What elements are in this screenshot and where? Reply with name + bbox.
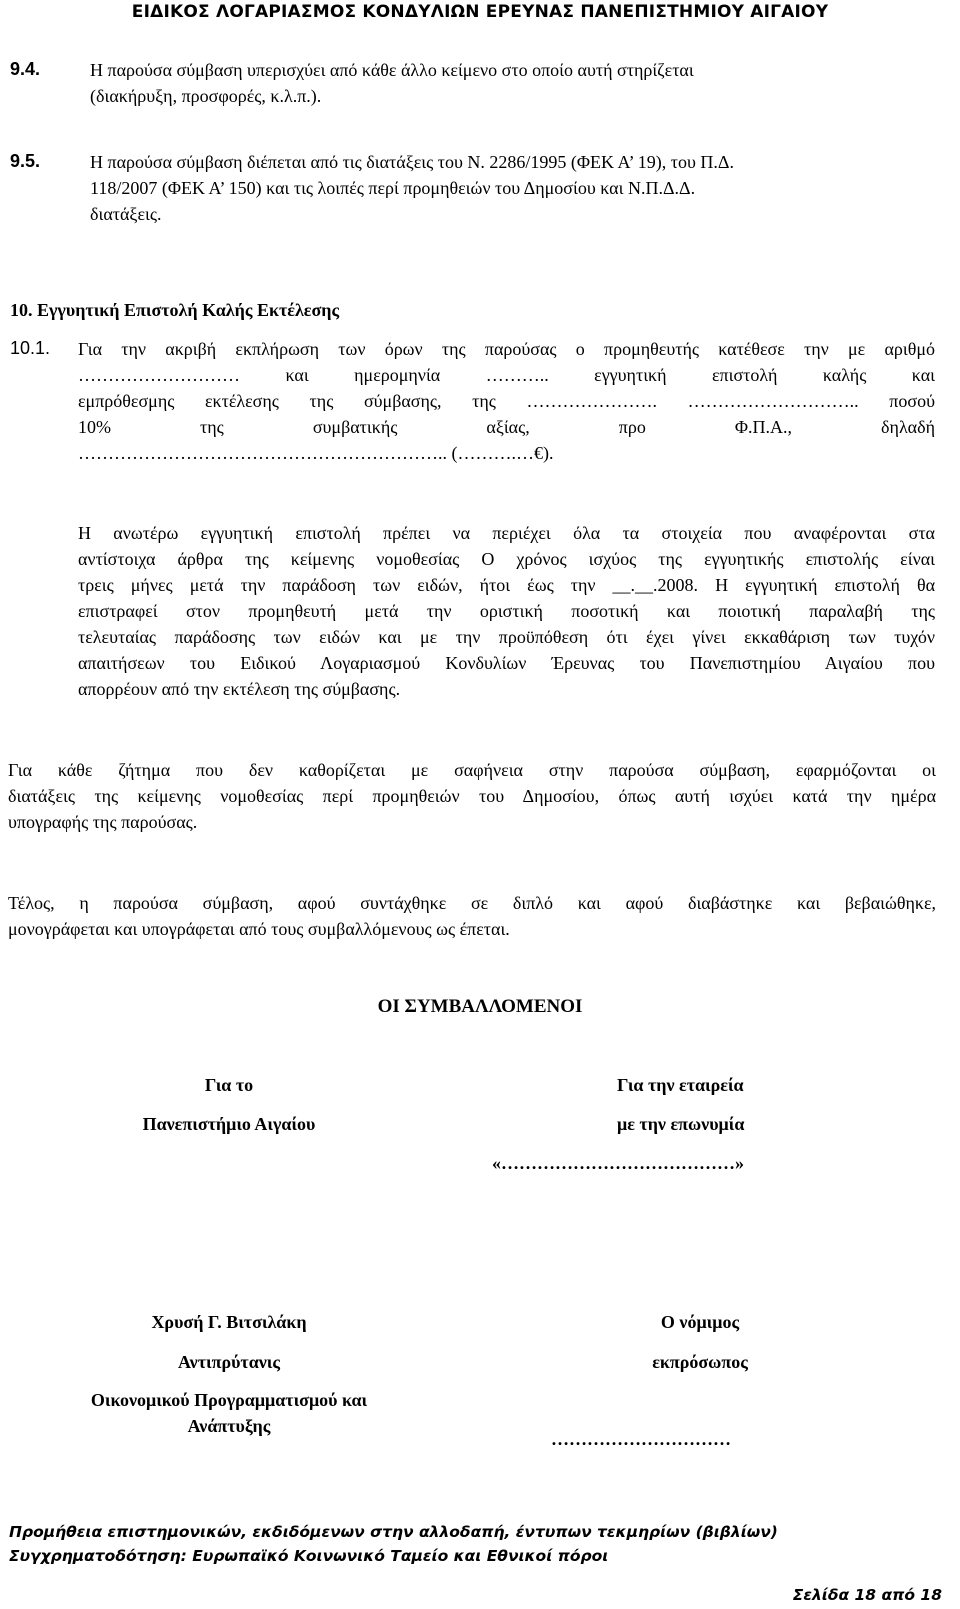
section-10-1-line: εμπρόθεσμης εκτέλεσης της σύμβασης, της …………………. ……………………….. ποσού bbox=[78, 391, 935, 411]
closing-line: Τέλος, η παρούσα σύμβαση, αφού συντάχθηκε σε διπλό και αφού διαβάστηκε και βεβαιώθηκε, bbox=[8, 893, 936, 913]
left-signatory-role: Αντιπρύτανις bbox=[178, 1352, 280, 1372]
left-signatory-role-detail: Οικονομικού Προγραμματισμού και bbox=[90, 1390, 368, 1410]
footer-funding-line: Συγχρηματοδότηση: Ευρωπαϊκό Κοινωνικό Ταμείο και Εθνικοί πόροι bbox=[9, 1547, 609, 1565]
footer-project-line: Προμήθεια επιστημονικών, εκδιδόμενων στην αλλοδαπή, έντυπων τεκμηρίων (βιβλίων) bbox=[9, 1523, 778, 1541]
page-number: Σελίδα 18 από 18 bbox=[792, 1586, 942, 1604]
guarantee-line: επιστραφεί στον προμηθευτή μετά την οριστική ποσοτική και ποιοτική παραλαβή της bbox=[78, 601, 935, 621]
section-9-5-line: διατάξεις. bbox=[90, 204, 162, 224]
section-10-heading bbox=[10, 297, 339, 323]
section-10-1-line: ……………………… και ημερομηνία ……….. εγγυητική επιστολή καλής και bbox=[78, 365, 935, 385]
section-number-10-1: 10.1. bbox=[10, 338, 51, 358]
left-party-label: Για το bbox=[204, 1075, 254, 1095]
closing-line: μονογράφεται και υπογράφεται από τους συμβαλλόμενους ως έπεται. bbox=[8, 919, 510, 939]
general-line: διατάξεις της κείμενης νομοθεσίας περί προμηθειών του Δημοσίου, όπως αυτή ισχύει κατά την ημέρα bbox=[8, 786, 936, 806]
guarantee-line: Η ανωτέρω εγγυητική επιστολή πρέπει να περιέχει όλα τα στοιχεία που αναφέρονται στα bbox=[78, 523, 935, 543]
right-signature-line: ………………………… bbox=[551, 1429, 731, 1449]
left-signatory-name: Χρυσή Γ. Βιτσιλάκη bbox=[151, 1312, 307, 1332]
section-9-5-line: Η παρούσα σύμβαση διέπεται από τις διατάξεις του Ν. 2286/1995 (ΦΕΚ Α’ 19), του Π.Δ. bbox=[90, 152, 734, 172]
section-number-9-5: 9.5. bbox=[10, 151, 41, 171]
section-10-1-line: …………………………………………………….. (……….…€). bbox=[78, 443, 554, 463]
guarantee-line: απαιτήσεων του Ειδικού Λογαριασμού Κονδυλίων Έρευνας του Πανεπιστημίου Αιγαίου που bbox=[78, 653, 935, 673]
right-signatory-title: Ο νόμιμος bbox=[660, 1312, 740, 1332]
right-party-label: Για την εταιρεία bbox=[617, 1075, 744, 1095]
right-signatory-role: εκπρόσωπος bbox=[652, 1352, 748, 1372]
closing-paragraph bbox=[8, 890, 936, 942]
guarantee-paragraph bbox=[78, 520, 935, 702]
general-provisions-paragraph bbox=[8, 757, 936, 835]
section-10-1-line: 10% της συμβατικής αξίας, προ Φ.Π.Α., δηλαδή bbox=[78, 417, 935, 437]
parties-title: ΟΙ ΣΥΜΒΑΛΛΟΜΕΝΟΙ bbox=[377, 996, 583, 1017]
section-10-1-text bbox=[78, 336, 935, 466]
section-9-5-line: 118/2007 (ΦΕΚ Α’ 150) και τις λοιπές περί προμηθειών του Δημοσίου και Ν.Π.Δ.Δ. bbox=[90, 178, 696, 198]
guarantee-line: τρεις μήνες μετά την παράδοση των ειδών, ήτοι έως την __.__.2008. Η εγγυητική επιστολή θα bbox=[78, 575, 935, 595]
right-party-name-label: με την επωνυμία bbox=[617, 1114, 745, 1134]
general-line: υπογραφής της παρούσας. bbox=[8, 812, 198, 832]
guarantee-line: αντίστοιχα άρθρα της κείμενης νομοθεσίας Ο χρόνος ισχύος της εγγυητικής επιστολής είναι bbox=[78, 549, 935, 569]
right-party-company-blank: «…………………………………» bbox=[492, 1153, 744, 1173]
section-number-9-4: 9.4. bbox=[10, 59, 41, 79]
left-signatory-role-detail: Ανάπτυξης bbox=[187, 1416, 271, 1436]
section-10-1-line: Για την ακριβή εκπλήρωση των όρων της παρούσας ο προμηθευτής κατέθεσε την με αριθμό bbox=[78, 339, 935, 359]
guarantee-line: τελευταίας παράδοσης των ειδών και με την προϋπόθεση ότι έχει γίνει εκκαθάριση των τυχόν bbox=[78, 627, 935, 647]
section-9-4-line: (διακήρυξη, προσφορές, κ.λ.π.). bbox=[90, 86, 322, 106]
general-line: Για κάθε ζήτημα που δεν καθορίζεται με σαφήνεια στην παρούσα σύμβαση, εφαρμόζονται οι bbox=[8, 760, 936, 780]
page-header: ΕΙΔΙΚΟΣ ΛΟΓΑΡΙΑΣΜΟΣ ΚΟΝΔΥΛΙΩΝ ΕΡΕΥΝΑΣ ΠΑΝΕΠΙΣΤΗΜΙΟΥ ΑΙΓΑΙΟΥ bbox=[131, 2, 829, 22]
section-9-5-text bbox=[90, 149, 940, 227]
guarantee-line: απορρέουν από την εκτέλεση της σύμβασης. bbox=[78, 679, 401, 699]
section-10-heading-text: 10. Εγγυητική Επιστολή Καλής Εκτέλεσης bbox=[10, 300, 340, 320]
left-party-name: Πανεπιστήμιο Αιγαίου bbox=[142, 1114, 316, 1134]
section-9-4-text bbox=[90, 57, 935, 109]
section-9-4-line: Η παρούσα σύμβαση υπερισχύει από κάθε άλλο κείμενο στο οποίο αυτή στηρίζεται bbox=[90, 60, 694, 80]
